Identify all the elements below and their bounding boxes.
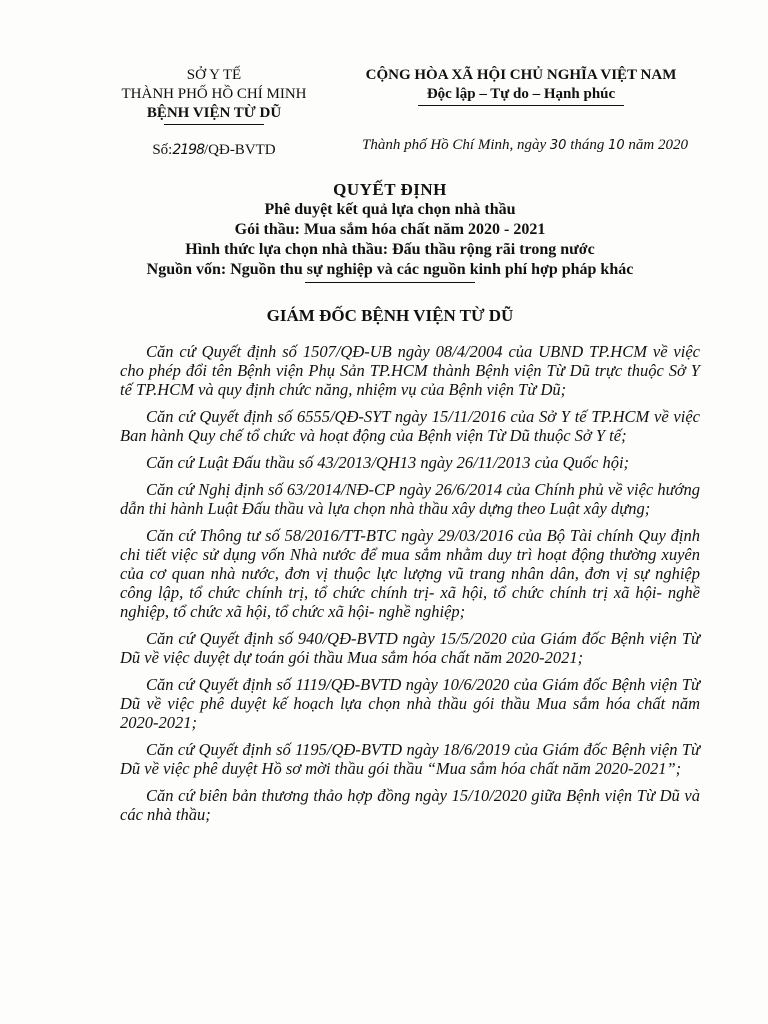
- title-line-1: Phê duyệt kết quả lựa chọn nhà thầu: [264, 201, 516, 218]
- decision-title-block: [60, 180, 720, 283]
- doc-number-handwritten: 2198: [172, 142, 204, 158]
- legal-basis-item: Căn cứ Quyết định số 940/QĐ-BVTD ngày 15/5/2020 của Giám đốc Bệnh viện Từ Dũ về việc duyệt dự toán gói thầu Mua sắm hóa chất năm 2020-2021;: [120, 629, 700, 667]
- title-line-2: Gói thầu: Mua sắm hóa chất năm 2020 - 2021: [234, 221, 546, 238]
- year-label: năm 2020: [624, 137, 689, 153]
- document-number: [96, 141, 332, 160]
- place-date-prefix: Thành phố Hồ Chí Minh, ngày: [361, 137, 550, 153]
- legal-basis-item: Căn cứ Quyết định số 1119/QĐ-BVTD ngày 10/6/2020 của Giám đốc Bệnh viện Từ Dũ về việc phê duyệt kế hoạch lựa chọn nhà thầu gói thầu Mua sắm hóa chất năm 2020-2021;: [120, 675, 700, 732]
- legal-basis-item: Căn cứ biên bản thương thảo hợp đồng ngày 15/10/2020 giữa Bệnh viện Từ Dũ và các nhà thầu;: [120, 786, 700, 824]
- national-motto: Độc lập – Tự do – Hạnh phúc: [426, 86, 616, 102]
- organization-underline: [164, 124, 264, 125]
- title-line-3: Hình thức lựa chọn nhà thầu: Đấu thầu rộng rãi trong nước: [185, 241, 595, 258]
- issuing-authority: GIÁM ĐỐC BỆNH VIỆN TỪ DŨ: [266, 306, 514, 325]
- day-handwritten: 30: [549, 138, 567, 153]
- title-underline: [305, 282, 475, 283]
- motto-underline: [418, 105, 624, 106]
- legal-basis-item: Căn cứ Nghị định số 63/2014/NĐ-CP ngày 26/6/2014 của Chính phủ về việc hướng dẫn thi hành Luật Đấu thầu và lựa chọn nhà thầu xây dựng theo Luật xây dựng;: [120, 480, 700, 518]
- organization-name: BỆNH VIỆN TỪ DŨ: [146, 105, 282, 121]
- document-type: QUYẾT ĐỊNH: [333, 180, 447, 199]
- title-line-4: Nguồn vốn: Nguồn thu sự nghiệp và các nguồn kinh phí hợp pháp khác: [146, 261, 634, 278]
- legal-basis-item: Căn cứ Thông tư số 58/2016/TT-BTC ngày 29/03/2016 của Bộ Tài chính Quy định chi tiết việc sử dụng vốn Nhà nước để mua sắm nhằm duy trì hoạt động thường xuyên của cơ quan nhà nước, đơn vị thuộc lực lượng vũ trang nhân dân, đơn vị sự nghiệp công lập, tổ chức chính trị, tổ chức chính trị- xã hội, tổ chức chính trị xã hội- nghề nghiệp, tổ chức xã hội, tổ chức xã hội- nghề nghiệp;: [120, 526, 700, 621]
- legal-basis-item: Căn cứ Luật Đấu thầu số 43/2013/QH13 ngày 26/11/2013 của Quốc hội;: [146, 453, 630, 472]
- agency-line-2: THÀNH PHỐ HỒ CHÍ MINH: [121, 86, 307, 102]
- doc-number-suffix: /QĐ-BVTD: [203, 142, 276, 158]
- month-handwritten: 10: [608, 138, 625, 153]
- nation-name: CỘNG HÒA XÃ HỘI CHỦ NGHĨA VIỆT NAM: [365, 67, 677, 83]
- doc-number-prefix: Số:: [152, 142, 173, 158]
- legal-basis-list: [120, 342, 700, 832]
- place-and-date: [335, 137, 715, 154]
- issuing-agency-block: [96, 66, 332, 160]
- agency-line-1: SỞ Y TẾ: [186, 67, 242, 83]
- legal-basis-item: Căn cứ Quyết định số 6555/QĐ-SYT ngày 15/11/2016 của Sở Y tế TP.HCM về việc Ban hành Quy chế tổ chức và hoạt động của Bệnh viện Từ Dũ thuộc Sở Y tế;: [120, 407, 700, 445]
- national-header-block: [326, 66, 716, 106]
- legal-basis-item: Căn cứ Quyết định số 1507/QĐ-UB ngày 08/4/2004 của UBND TP.HCM về việc cho phép đổi tên Bệnh viện Phụ Sản TP.HCM thành Bệnh viện Từ Dũ trực thuộc Sở Y tế TP.HCM và quy định chức năng, nhiệm vụ của Bệnh viện Từ Dũ;: [120, 342, 700, 399]
- legal-basis-item: Căn cứ Quyết định số 1195/QĐ-BVTD ngày 18/6/2019 của Giám đốc Bệnh viện Từ Dũ về việc phê duyệt Hồ sơ mời thầu gói thầu “Mua sắm hóa chất năm 2020-2021”;: [120, 740, 700, 778]
- month-label: tháng: [566, 137, 609, 153]
